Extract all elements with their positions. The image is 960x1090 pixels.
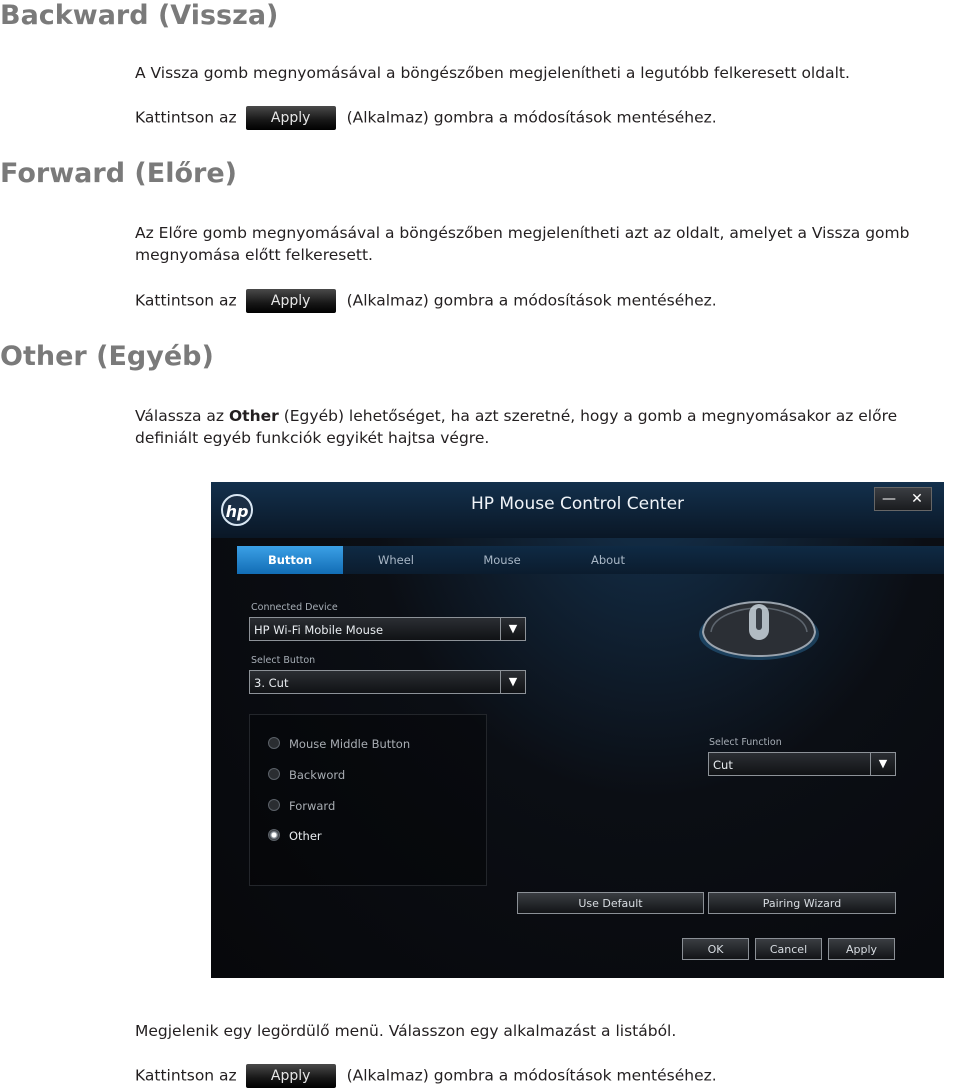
chevron-down-icon: ▼ — [500, 671, 525, 693]
forward-description: Az Előre gomb megnyomásával a böngészőben megjelenítheti azt az oldalt, amelyet a Vissza gomb megnyomása előtt felkeresett. — [135, 224, 910, 264]
radio-icon — [268, 799, 280, 811]
desc-bold-text: Other — [229, 407, 279, 425]
tab-about[interactable]: About — [590, 553, 625, 567]
radio-icon — [268, 768, 280, 780]
apply-pre-text: Kattintson az — [135, 1066, 237, 1085]
tab-button[interactable]: Button — [237, 546, 343, 574]
radio-icon — [268, 737, 280, 749]
close-icon[interactable]: ✕ — [911, 491, 923, 507]
apply-button-image: Apply — [246, 1064, 336, 1088]
window-titlebar — [211, 482, 944, 538]
connected-device-value: HP Wi-Fi Mobile Mouse — [254, 623, 384, 637]
select-function-value: Cut — [713, 758, 733, 772]
window-controls — [874, 487, 932, 511]
chevron-down-icon: ▼ — [870, 753, 895, 775]
minimize-icon[interactable]: — — [882, 491, 896, 507]
pairing-wizard-button[interactable]: Pairing Wizard — [708, 892, 896, 914]
cancel-button[interactable]: Cancel — [755, 938, 822, 960]
ok-button[interactable]: OK — [682, 938, 749, 960]
desc-pre-text: Válassza az — [135, 407, 225, 425]
window-title: HP Mouse Control Center — [470, 494, 685, 514]
heading-backward: Backward (Vissza) — [0, 0, 279, 31]
select-function-label: Select Function — [709, 737, 782, 748]
apply-button[interactable]: Apply — [828, 938, 895, 960]
option-label: Forward — [289, 799, 336, 813]
tab-wheel[interactable]: Wheel — [377, 553, 414, 567]
mouse-illustration — [697, 592, 821, 662]
hp-logo-icon: hp — [221, 494, 253, 526]
heading-other: Other (Egyéb) — [0, 341, 214, 372]
option-label: Backword — [289, 768, 346, 782]
select-function-dropdown[interactable] — [708, 752, 896, 776]
connected-device-dropdown[interactable] — [249, 617, 526, 641]
footer-apply-instruction — [135, 1064, 960, 1088]
option-mouse-middle-button[interactable] — [268, 737, 410, 751]
other-description — [135, 405, 960, 449]
option-label: Other — [289, 829, 322, 843]
apply-button-image: Apply — [246, 289, 336, 313]
apply-post-text: (Alkalmaz) gombra a módosítások mentéséhez. — [346, 291, 717, 310]
backward-apply-instruction — [135, 106, 960, 130]
backward-description: A Vissza gomb megnyomásával a böngészőben megjelenítheti a legutóbb felkeresett oldalt. — [135, 64, 850, 82]
menu-description: Megjelenik egy legördülő menü. Válasszon egy alkalmazást a listából. — [135, 1022, 677, 1040]
button-options-panel — [249, 714, 487, 886]
connected-device-label: Connected Device — [251, 602, 338, 613]
forward-apply-instruction — [135, 289, 960, 313]
tab-bar — [237, 546, 944, 574]
select-button-dropdown[interactable] — [249, 670, 526, 694]
option-forward[interactable] — [268, 799, 335, 813]
heading-forward: Forward (Előre) — [0, 158, 237, 189]
apply-pre-text: Kattintson az — [135, 108, 237, 127]
use-default-button[interactable]: Use Default — [517, 892, 704, 914]
desc-post-text: (Egyéb) lehetőséget, ha azt szeretné, hogy a gomb a megnyomásakor az előre definiált egyéb funkciók egyikét hajtsa végre. — [135, 407, 898, 447]
radio-selected-icon — [268, 829, 280, 841]
option-backword[interactable] — [268, 768, 345, 782]
apply-post-text: (Alkalmaz) gombra a módosítások mentéséhez. — [346, 108, 717, 127]
tab-mouse[interactable]: Mouse — [483, 553, 521, 567]
chevron-down-icon: ▼ — [500, 618, 525, 640]
select-button-label: Select Button — [251, 655, 316, 666]
option-label: Mouse Middle Button — [289, 737, 411, 751]
apply-button-image: Apply — [246, 106, 336, 130]
apply-pre-text: Kattintson az — [135, 291, 237, 310]
option-other[interactable] — [268, 829, 322, 843]
select-button-value: 3. Cut — [254, 676, 289, 690]
apply-post-text: (Alkalmaz) gombra a módosítások mentéséhez. — [346, 1066, 717, 1085]
hp-mouse-control-center-window — [211, 482, 944, 978]
